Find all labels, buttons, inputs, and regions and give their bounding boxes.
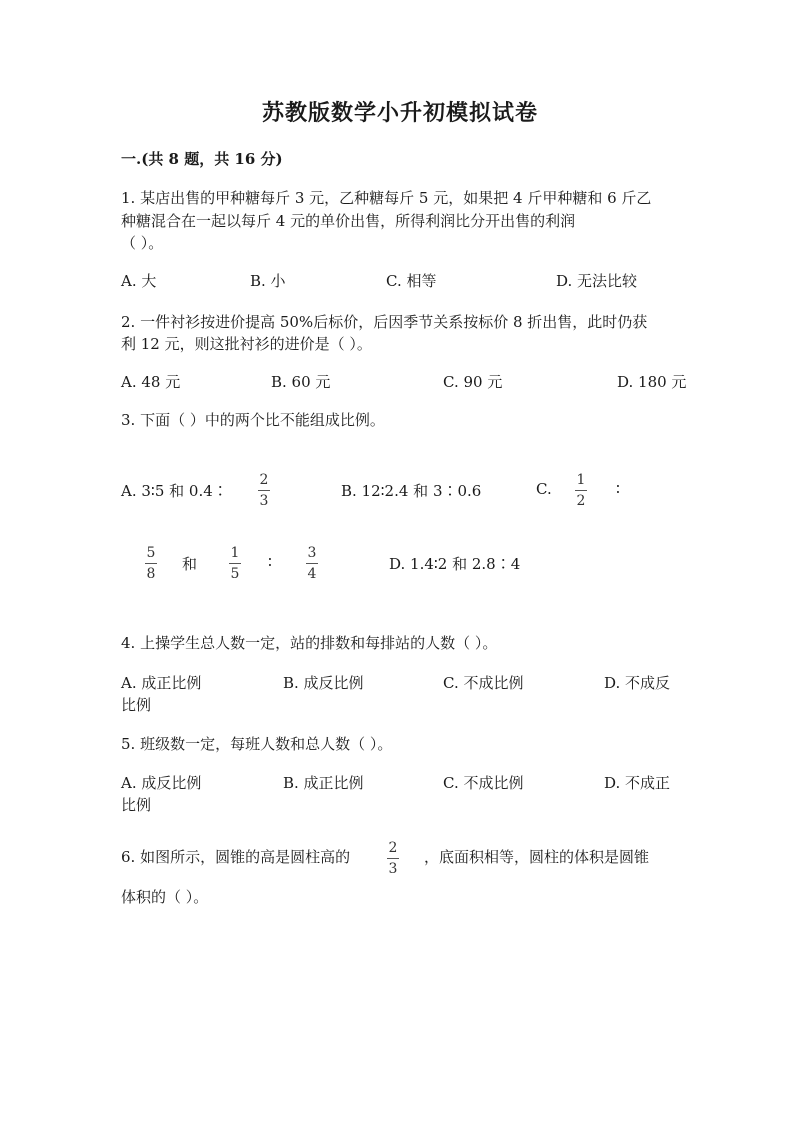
option-c[interactable]: C. 不成比例 <box>443 774 524 792</box>
question-text-line: 4. 上操学生总人数一定，站的排数和每排站的人数（ ）。 <box>121 634 498 652</box>
option-a[interactable]: A. 成反比例 <box>121 774 202 792</box>
fraction-denominator: 5 <box>230 566 240 582</box>
option-b[interactable]: B. 小 <box>250 272 286 290</box>
question-text-line: 1. 某店出售的甲种糖每斤 3 元，乙种糖每斤 5 元，如果把 4 斤甲种糖和 6 斤乙 <box>121 189 652 207</box>
fraction-bar <box>229 563 241 564</box>
question-text-line: 6. 如图所示，圆锥的高是圆柱高的 <box>121 848 351 866</box>
option-d[interactable]: D. 180 元 <box>617 373 687 391</box>
fraction-numerator: 2 <box>259 472 269 488</box>
fraction-denominator: 8 <box>146 566 156 582</box>
fraction-bar <box>145 563 157 564</box>
fraction <box>256 472 272 509</box>
fraction-bar <box>575 490 587 491</box>
option-a[interactable]: A. 48 元 <box>121 373 181 391</box>
fraction <box>143 545 159 582</box>
fraction-numerator: 3 <box>307 545 317 561</box>
option-b[interactable]: B. 12∶2.4 和 3∶0.6 <box>341 482 482 500</box>
option-c[interactable]: C. 相等 <box>386 272 437 290</box>
option-a[interactable]: A. 大 <box>121 272 157 290</box>
ratio-colon: ∶ <box>616 480 620 498</box>
option-b[interactable]: B. 成正比例 <box>283 774 364 792</box>
fraction <box>227 545 243 582</box>
question-text-line: 3. 下面（ ）中的两个比不能组成比例。 <box>121 411 385 429</box>
question-text-line: 体积的（ ）。 <box>121 888 209 906</box>
option-c[interactable]: C. 不成比例 <box>443 674 524 692</box>
fraction-numerator: 1 <box>230 545 240 561</box>
question-text-line: 种糖混合在一起以每斤 4 元的单价出售，所得利润比分开出售的利润 <box>121 212 576 230</box>
question-text-line: （ ）。 <box>121 234 164 252</box>
option-a[interactable]: A. 3∶5 和 0.4∶ <box>121 482 228 500</box>
section-heading: 一.(共 8 题，共 16 分) <box>121 150 283 168</box>
fraction-denominator: 3 <box>259 493 269 509</box>
fraction-denominator: 3 <box>388 861 398 877</box>
option-d[interactable]: D. 不成正 <box>604 774 671 792</box>
question-text-line: 利 12 元，则这批衬衫的进价是（ ）。 <box>121 335 372 353</box>
option-a[interactable]: A. 成正比例 <box>121 674 202 692</box>
fraction-numerator: 5 <box>146 545 156 561</box>
fraction-denominator: 4 <box>307 566 317 582</box>
fraction <box>304 545 320 582</box>
fraction <box>573 472 589 509</box>
question-text-line: 5. 班级数一定，每班人数和总人数（ ）。 <box>121 735 393 753</box>
fraction-bar <box>387 858 399 859</box>
option-d[interactable]: D. 无法比较 <box>556 272 638 290</box>
option-c[interactable]: C. <box>536 480 552 498</box>
fraction-bar <box>306 563 318 564</box>
fraction-numerator: 1 <box>576 472 586 488</box>
option-b[interactable]: B. 60 元 <box>271 373 331 391</box>
question-text-line: 2. 一件衬衫按进价提高 50%后标价，后因季节关系按标价 8 折出售，此时仍获 <box>121 313 648 331</box>
fraction-denominator: 2 <box>576 493 586 509</box>
page-title: 苏教版数学小升初模拟试卷 <box>261 100 538 126</box>
and-text: 和 <box>182 555 198 573</box>
ratio-colon: ∶ <box>268 553 272 571</box>
fraction-bar <box>258 490 270 491</box>
fraction <box>385 840 401 877</box>
question-text-line: ，底面积相等，圆柱的体积是圆锥 <box>424 848 650 866</box>
option-b[interactable]: B. 成反比例 <box>283 674 364 692</box>
option-d-wrap: 比例 <box>121 796 152 814</box>
option-d[interactable]: D. 不成反 <box>604 674 671 692</box>
fraction-numerator: 2 <box>388 840 398 856</box>
option-c[interactable]: C. 90 元 <box>443 373 503 391</box>
option-d[interactable]: D. 1.4∶2 和 2.8∶4 <box>389 555 521 573</box>
option-d-wrap: 比例 <box>121 696 152 714</box>
